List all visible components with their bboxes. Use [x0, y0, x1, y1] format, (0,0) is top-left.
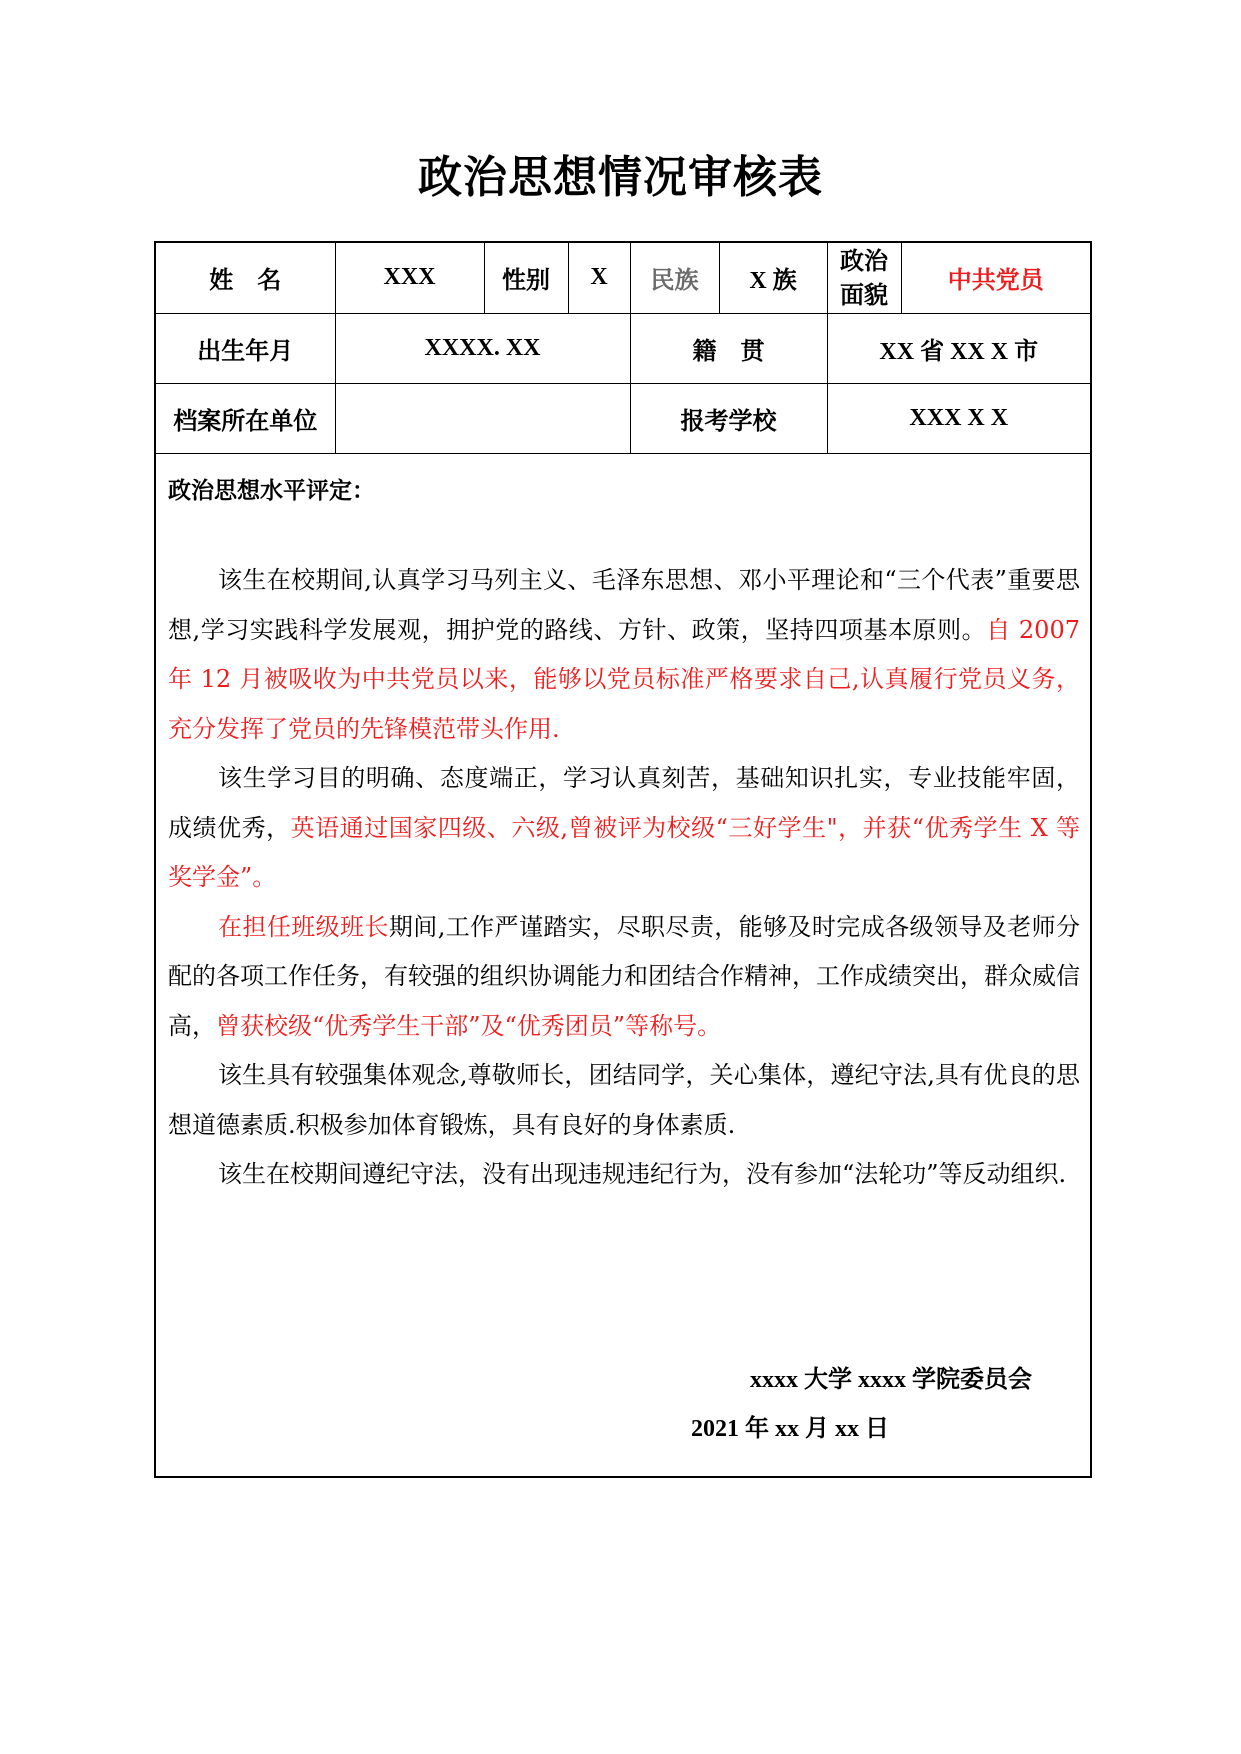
origin-label: 籍 贯	[630, 313, 827, 383]
info-row-3	[156, 383, 1090, 453]
birth-label: 出生年月	[156, 313, 335, 383]
basic-info-table	[156, 243, 1090, 454]
info-row-1	[156, 243, 1090, 313]
paragraph-2-highlight: 英语通过国家四级、六级,曾被评为校级“三好学生"，并获“优秀学生 X 等奖学金”。	[168, 813, 1080, 891]
document-title: 政治思想情况审核表	[418, 152, 823, 203]
name-value: XXX	[335, 243, 484, 313]
paragraph-3-highlight-honors: 曾获校级“优秀学生干部”及“优秀团员”等称号。	[216, 1011, 722, 1040]
evaluation-paragraph-1	[168, 556, 1080, 754]
evaluation-paragraph-5: 该生在校期间遵纪守法，没有出现违规违纪行为，没有参加“法轮功”等反动组织.	[218, 1160, 1067, 1188]
target-school-value: XXX X X	[827, 383, 1090, 453]
name-label: 姓 名	[156, 243, 335, 313]
political-label-line2: 面貌	[840, 280, 888, 309]
review-form	[154, 241, 1092, 1478]
ethnicity-value: X 族	[719, 243, 827, 313]
paragraph-1-highlight: 自 2007 年 12 月被吸收为中共党员以来，能够以党员标准严格要求自己,认真履行党员义务，充分发挥了党员的先锋模范带头作用.	[168, 615, 1080, 743]
gender-label: 性别	[484, 243, 568, 313]
evaluation-paragraph-3	[168, 903, 1080, 1052]
political-status-label	[827, 243, 901, 313]
archive-unit-value	[335, 383, 630, 453]
evaluation-paragraph-2	[168, 754, 1080, 903]
target-school-label: 报考学校	[630, 383, 827, 453]
paragraph-2-text: 该生学习目的明确、态度端正，学习认真刻苦，基础知识扎实，专业技能牢固，成绩优秀，	[168, 764, 1080, 842]
info-row-2	[156, 313, 1090, 383]
evaluation-section-label: 政治思想水平评定：	[168, 478, 375, 504]
evaluation-body	[168, 556, 1080, 1200]
birth-value: XXXX. XX	[335, 313, 630, 383]
archive-unit-label: 档案所在单位	[156, 383, 335, 453]
origin-value: XX 省 XX X 市	[827, 313, 1090, 383]
paragraph-3-highlight-role: 在担任班级班长	[218, 912, 389, 941]
political-status-value: 中共党员	[901, 243, 1090, 313]
gender-value: X	[568, 243, 630, 313]
ethnicity-label: 民族	[630, 243, 719, 313]
evaluation-paragraph-4: 该生具有较强集体观念,尊敬师长，团结同学，关心集体，遵纪守法,具有优良的思想道德素质.积极参加体育锻炼，具有良好的身体素质.	[168, 1061, 1080, 1139]
paragraph-3-text: 期间,工作严谨踏实，尽职尽责，能够及时完成各级领导及老师分配的各项工作任务，有较强的组织协调能力和团结合作精神，工作成绩突出，群众威信高，	[168, 912, 1080, 1040]
paragraph-1-text: 该生在校期间,认真学习马列主义、毛泽东思想、邓小平理论和“三个代表”重要思想,学习实践科学发展观，拥护党的路线、方针、政策，坚持四项基本原则。	[168, 566, 1080, 644]
signature-date: 2021 年 xx 月 xx 日	[691, 1416, 889, 1442]
political-label-line1: 政治	[840, 246, 888, 275]
signature-organization: xxxx 大学 xxxx 学院委员会	[750, 1367, 1032, 1393]
